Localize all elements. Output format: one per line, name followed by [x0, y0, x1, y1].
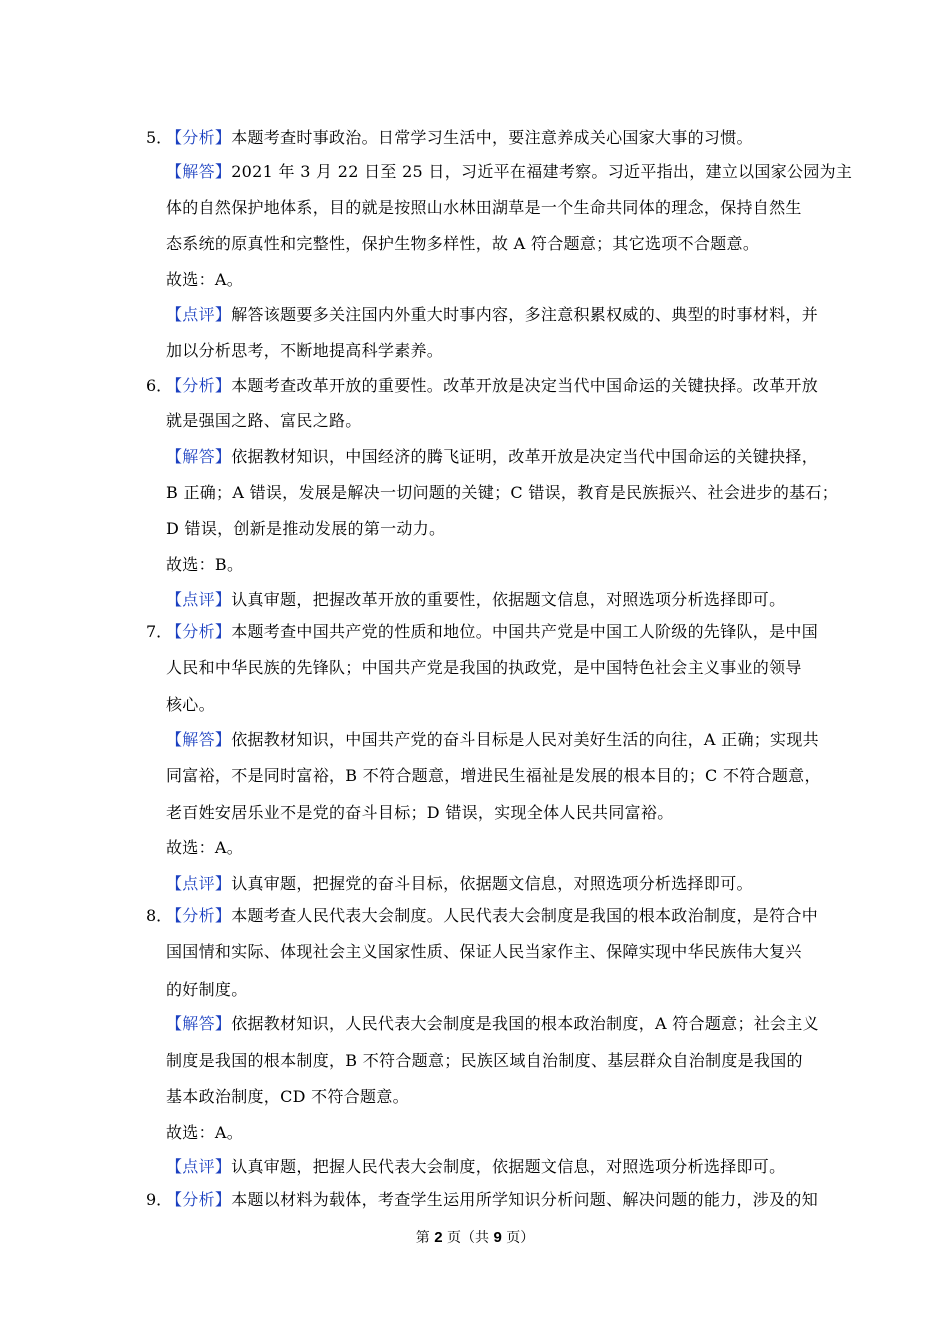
- comment-line: 【点评】认真审题，把握人民代表大会制度，依据题文信息，对照选项分析选择即可。: [166, 1157, 786, 1176]
- analysis-line: 核心。: [166, 695, 215, 714]
- answer-line: 同富裕，不是同时富裕，B 不符合题意，增进民生福祉是发展的根本目的；C 不符合题意，: [166, 766, 821, 785]
- comment-tag: 【点评】: [166, 874, 232, 893]
- answer-tag: 【解答】: [166, 447, 232, 466]
- answer-line: 【解答】依据教材知识，人民代表大会制度是我国的根本政治制度，A 符合题意；社会主义: [166, 1014, 819, 1033]
- answer-line: 老百姓安居乐业不是党的奋斗目标；D 错误，实现全体人民共同富裕。: [166, 803, 674, 822]
- comment-line: 【点评】解答该题要多关注国内外重大时事内容，多注意积累权威的、典型的时事材料，并: [166, 305, 819, 324]
- analysis-line: 【分析】本题考查人民代表大会制度。人民代表大会制度是我国的根本政治制度，是符合中: [166, 906, 819, 925]
- answer-line: 态系统的原真性和完整性，保护生物多样性，故 A 符合题意；其它选项不合题意。: [166, 234, 760, 253]
- answer-line: B 正确；A 错误，发展是解决一切问题的关键；C 错误，教育是民族振兴、社会进步的基石；: [166, 483, 839, 502]
- answer-line: 【解答】依据教材知识，中国共产党的奋斗目标是人民对美好生活的向往，A 正确；实现共: [166, 730, 819, 749]
- analysis-tag: 【分析】: [166, 128, 232, 147]
- analysis-tag: 【分析】: [166, 906, 232, 925]
- comment-line: 加以分析思考，不断地提高科学素养。: [166, 341, 444, 360]
- question-number: 5．: [146, 128, 173, 147]
- analysis-tag: 【分析】: [166, 622, 232, 641]
- answer-line: 【解答】2021 年 3 月 22 日至 25 日，习近平在福建考察。习近平指出，建立以国家公园为主: [166, 162, 853, 181]
- analysis-line: 国国情和实际、体现社会主义国家性质、保证人民当家作主、保障实现中华民族伟大复兴: [166, 942, 802, 961]
- choice-line: 故选：B。: [166, 555, 244, 574]
- answer-line: 【解答】依据教材知识，中国经济的腾飞证明，改革开放是决定当代中国命运的关键抉择，: [166, 447, 819, 466]
- choice-line: 故选：A。: [166, 270, 244, 289]
- analysis-line: 的好制度。: [166, 980, 248, 999]
- comment-line: 【点评】认真审题，把握改革开放的重要性，依据题文信息，对照选项分析选择即可。: [166, 590, 786, 609]
- analysis-line: 【分析】本题考查时事政治。日常学习生活中，要注意养成关心国家大事的习惯。: [166, 128, 753, 147]
- comment-line: 【点评】认真审题，把握党的奋斗目标，依据题文信息，对照选项分析选择即可。: [166, 874, 753, 893]
- page-footer: 第 2 页（共 9 页）: [415, 1229, 535, 1246]
- question-number: 9．: [146, 1190, 173, 1209]
- answer-tag: 【解答】: [166, 730, 232, 749]
- question-number: 7．: [146, 622, 173, 641]
- question-number: 8．: [146, 906, 173, 925]
- question-number: 6．: [146, 376, 173, 395]
- comment-tag: 【点评】: [166, 305, 232, 324]
- comment-tag: 【点评】: [166, 1157, 232, 1176]
- analysis-line: 【分析】本题以材料为载体，考查学生运用所学知识分析问题、解决问题的能力，涉及的知: [166, 1190, 819, 1209]
- analysis-line: 【分析】本题考查改革开放的重要性。改革开放是决定当代中国命运的关键抉择。改革开放: [166, 376, 819, 395]
- analysis-line: 人民和中华民族的先锋队；中国共产党是我国的执政党，是中国特色社会主义事业的领导: [166, 658, 802, 677]
- analysis-line: 【分析】本题考查中国共产党的性质和地位。中国共产党是中国工人阶级的先锋队，是中国: [166, 622, 819, 641]
- choice-line: 故选：A。: [166, 838, 244, 857]
- answer-line: D 错误，创新是推动发展的第一动力。: [166, 519, 446, 538]
- answer-line: 体的自然保护地体系，目的就是按照山水林田湖草是一个生命共同体的理念，保持自然生: [166, 198, 802, 217]
- answer-tag: 【解答】: [166, 1014, 232, 1033]
- choice-line: 故选：A。: [166, 1123, 244, 1142]
- page-number: 2: [434, 1229, 443, 1246]
- analysis-tag: 【分析】: [166, 1190, 232, 1209]
- answer-tag: 【解答】: [166, 162, 232, 181]
- comment-tag: 【点评】: [166, 590, 232, 609]
- page-total: 9: [493, 1229, 502, 1246]
- analysis-tag: 【分析】: [166, 376, 232, 395]
- analysis-line: 就是强国之路、富民之路。: [166, 411, 362, 430]
- answer-line: 基本政治制度，CD 不符合题意。: [166, 1087, 409, 1106]
- answer-line: 制度是我国的根本制度，B 不符合题意；民族区域自治制度、基层群众自治制度是我国的: [166, 1051, 803, 1070]
